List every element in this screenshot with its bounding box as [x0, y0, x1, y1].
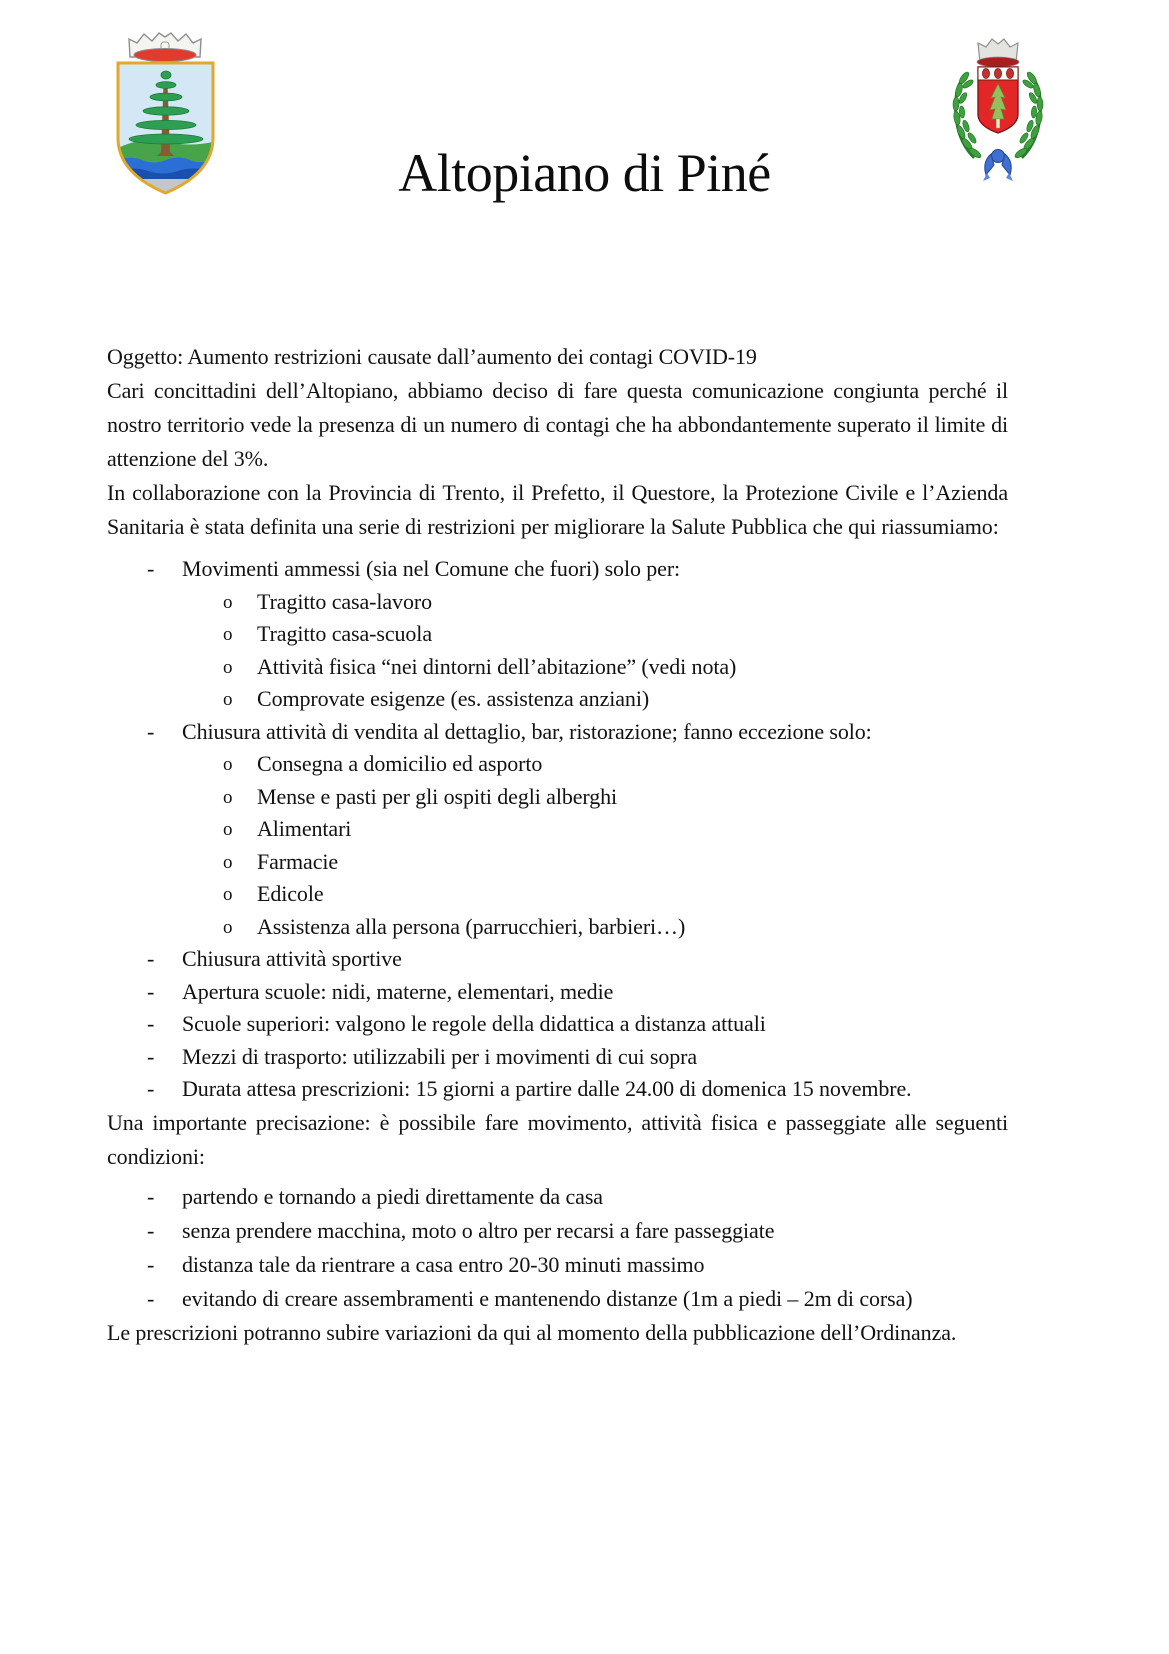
paragraph-clarification: Una importante precisazione: è possibile fare movimento, attività fisica e passeggiate alle seguenti condizioni:: [107, 1109, 1008, 1169]
list-item-text: Consegna a domicilio ed asporto: [257, 751, 543, 776]
list-item-text: Farmacie: [257, 848, 339, 874]
circle-bullet-icon: o: [223, 884, 233, 905]
list-item-text: Mezzi di trasporto: utilizzabili per i movimenti di cui sopra: [182, 1043, 698, 1069]
list-item: [107, 878, 1008, 911]
restrictions-list: [107, 553, 1008, 1106]
list-item: [107, 683, 1008, 716]
circle-bullet-icon: o: [223, 656, 233, 678]
list-item-text: Edicole: [257, 881, 324, 906]
list-item: [107, 1282, 1008, 1316]
list-item-text: Tragitto casa-lavoro: [257, 588, 432, 614]
dash-bullet-icon: -: [147, 1217, 155, 1243]
conditions-list: [107, 1180, 1008, 1316]
list-item-text: Movimenti ammessi (sia nel Comune che fuori) solo per:: [182, 556, 681, 581]
list-item-text: Assistenza alla persona (parrucchieri, barbieri…): [257, 913, 686, 939]
circle-bullet-icon: o: [223, 754, 233, 775]
list-item-text: Chiusura attività sportive: [182, 946, 402, 971]
list-item: [107, 1008, 1008, 1041]
list-item-text: Attività fisica “nei dintorni dell’abitazione” (vedi nota): [257, 653, 737, 679]
list-item-text: partendo e tornando a piedi direttamente da casa: [182, 1183, 603, 1209]
list-item: [107, 553, 1008, 586]
list-item: [107, 911, 1008, 944]
circle-bullet-icon: o: [223, 851, 233, 873]
circle-bullet-icon: o: [223, 819, 233, 840]
list-item: [107, 1248, 1008, 1282]
list-item: [107, 586, 1008, 619]
dash-bullet-icon: -: [147, 946, 155, 971]
list-item: [107, 781, 1008, 814]
list-item-text: Durata attesa prescrizioni: 15 giorni a partire dalle 24.00 di domenica 15 novembre.: [182, 1076, 912, 1101]
list-item: [107, 1214, 1008, 1248]
list-item: [107, 976, 1008, 1009]
circle-bullet-icon: o: [223, 786, 233, 808]
circle-bullet-icon: o: [223, 916, 233, 938]
list-item-text: Chiusura attività di vendita al dettaglio, bar, ristorazione; fanno eccezione solo:: [182, 718, 872, 744]
list-item: [107, 748, 1008, 781]
list-item: [107, 1180, 1008, 1214]
list-item-text: distanza tale da rientrare a casa entro 20-30 minuti massimo: [182, 1251, 705, 1277]
list-item: [107, 1041, 1008, 1074]
dash-bullet-icon: -: [147, 1076, 155, 1101]
dash-bullet-icon: -: [147, 1285, 155, 1311]
list-item-text: Tragitto casa-scuola: [257, 621, 432, 646]
dash-bullet-icon: -: [147, 1011, 155, 1036]
dash-bullet-icon: -: [147, 978, 155, 1004]
dash-bullet-icon: -: [147, 718, 155, 744]
document-body: [107, 340, 1008, 1350]
list-item: [107, 618, 1008, 651]
list-item-text: Scuole superiori: valgono le regole della didattica a distanza attuali: [182, 1011, 766, 1036]
list-item-text: Comprovate esigenze (es. assistenza anziani): [257, 686, 650, 711]
list-item: [107, 846, 1008, 879]
subject-line: Oggetto: Aumento restrizioni causate dall’aumento dei contagi COVID-19: [107, 344, 757, 369]
circle-bullet-icon: o: [223, 591, 233, 613]
list-item: [107, 716, 1008, 749]
dash-bullet-icon: -: [147, 1043, 155, 1069]
list-item-text: Alimentari: [257, 816, 352, 841]
circle-bullet-icon: o: [223, 624, 233, 645]
dash-bullet-icon: -: [147, 1183, 155, 1209]
list-item: [107, 943, 1008, 976]
page-title: Altopiano di Piné: [398, 143, 771, 203]
dash-bullet-icon: -: [147, 556, 155, 581]
circle-bullet-icon: o: [223, 689, 233, 710]
list-item-text: evitando di creare assembramenti e mantenendo distanze (1m a piedi – 2m di corsa): [182, 1285, 913, 1311]
paragraph-collaboration: In collaborazione con la Provincia di Trento, il Prefetto, il Questore, la Protezione Civile e l’Azienda Sanitaria è stata definita una serie di restrizioni per migliorare la Salute Pubblica che qui riassumiamo:: [107, 480, 1008, 539]
list-item-text: Apertura scuole: nidi, materne, elementari, medie: [182, 978, 614, 1004]
list-item: [107, 1073, 1008, 1106]
list-item-text: Mense e pasti per gli ospiti degli alberghi: [257, 783, 618, 809]
paragraph-closing: Le prescrizioni potranno subire variazioni da qui al momento della pubblicazione dell’Ordinanza.: [107, 1319, 957, 1345]
list-item-text: senza prendere macchina, moto o altro per recarsi a fare passeggiate: [182, 1217, 775, 1243]
dash-bullet-icon: -: [147, 1251, 155, 1277]
paragraph-intro: Cari concittadini dell’Altopiano, abbiamo deciso di fare questa comunicazione congiunta perché il nostro territorio vede la presenza di un numero di contagi che ha abbondantemente superato il limite di attenzione del 3%.: [107, 378, 1008, 471]
list-item: [107, 813, 1008, 846]
list-item: [107, 651, 1008, 684]
